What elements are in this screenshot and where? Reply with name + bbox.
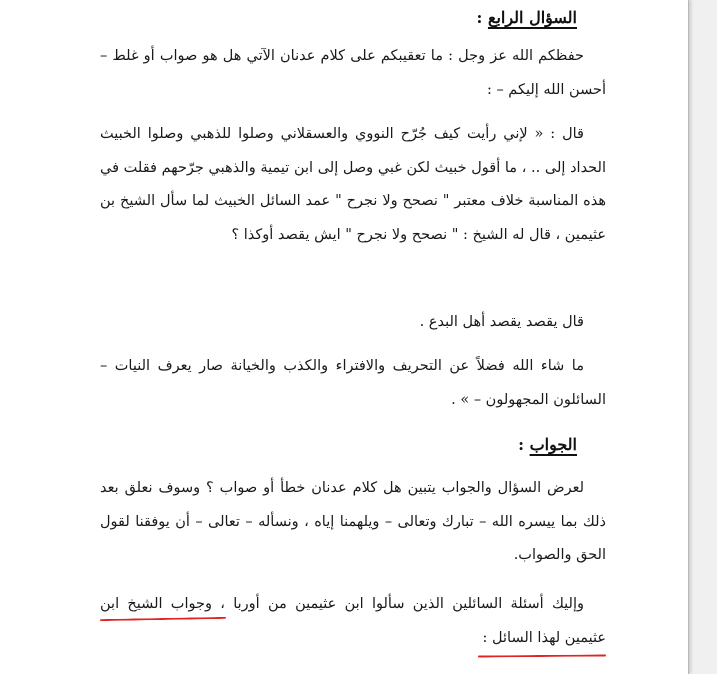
answer-paragraph-2-text: وإليك أسئلة السائلين الذين سألوا ابن عثيمين من أوربا ، وجواب الشيخ ابن عثيمين لهذا السائل :: [100, 596, 606, 646]
quote-paragraph-3: [100, 350, 606, 417]
quote-paragraph-1: [100, 118, 606, 252]
question-intro-text: حفظكم الله عز وجل : ما تعقيبكم على كلام عدنان الآتي هل هو صواب أو غلط – أحسن الله إليكم – :: [100, 48, 606, 98]
red-underline-2: [478, 654, 606, 657]
question-heading-colon: :: [476, 8, 488, 27]
answer-heading-label: الجواب: [529, 435, 577, 454]
question-heading-label: السؤال الرابع: [487, 8, 577, 27]
answer-paragraph-1-text: لعرض السؤال والجواب يتبين هل كلام عدنان خطأ أو صواب ؟ وسوف نعلق بعد ذلك بما ييسره الله – تبارك وتعالى – ويلهمنا إياه ، ونسأله – تعالى – أن يوفقنا لقول الحق والصواب.: [100, 480, 606, 563]
quote-paragraph-1-text: قال : « لإني رأيت كيف جُرّح النووي والعسقلاني وصلوا للذهبي وصلوا الخبيث الحداد إلى .. ، ما أقول خبيث لكن غبي وصل إلى ابن تيمية والذهبي جرّحهم فقلت في هذه المناسبة خلاف معتبر " نصحح ولا نجرح " عمد السائل الخبيث لما سأل الشيخ بن عثيمين ، قال له الشيخ : " نصحح ولا نجرح " ايش يقصد أوكذا ؟: [100, 126, 606, 243]
question-intro: [100, 40, 606, 107]
answer-heading-colon: :: [518, 435, 530, 454]
answer-paragraph-1: [100, 472, 606, 573]
quote-paragraph-3-text: ما شاء الله فضلاً عن التحريف والافتراء والكذب والخيانة صار يعرف النيات – السائلون المجهولون – » .: [100, 358, 606, 408]
quote-paragraph-2-text: قال يقصد يقصد أهل البدع .: [419, 314, 584, 330]
answer-heading: [518, 433, 577, 457]
question-heading: [476, 6, 577, 30]
quote-paragraph-2: [100, 306, 606, 340]
answer-paragraph-2: [100, 588, 606, 655]
